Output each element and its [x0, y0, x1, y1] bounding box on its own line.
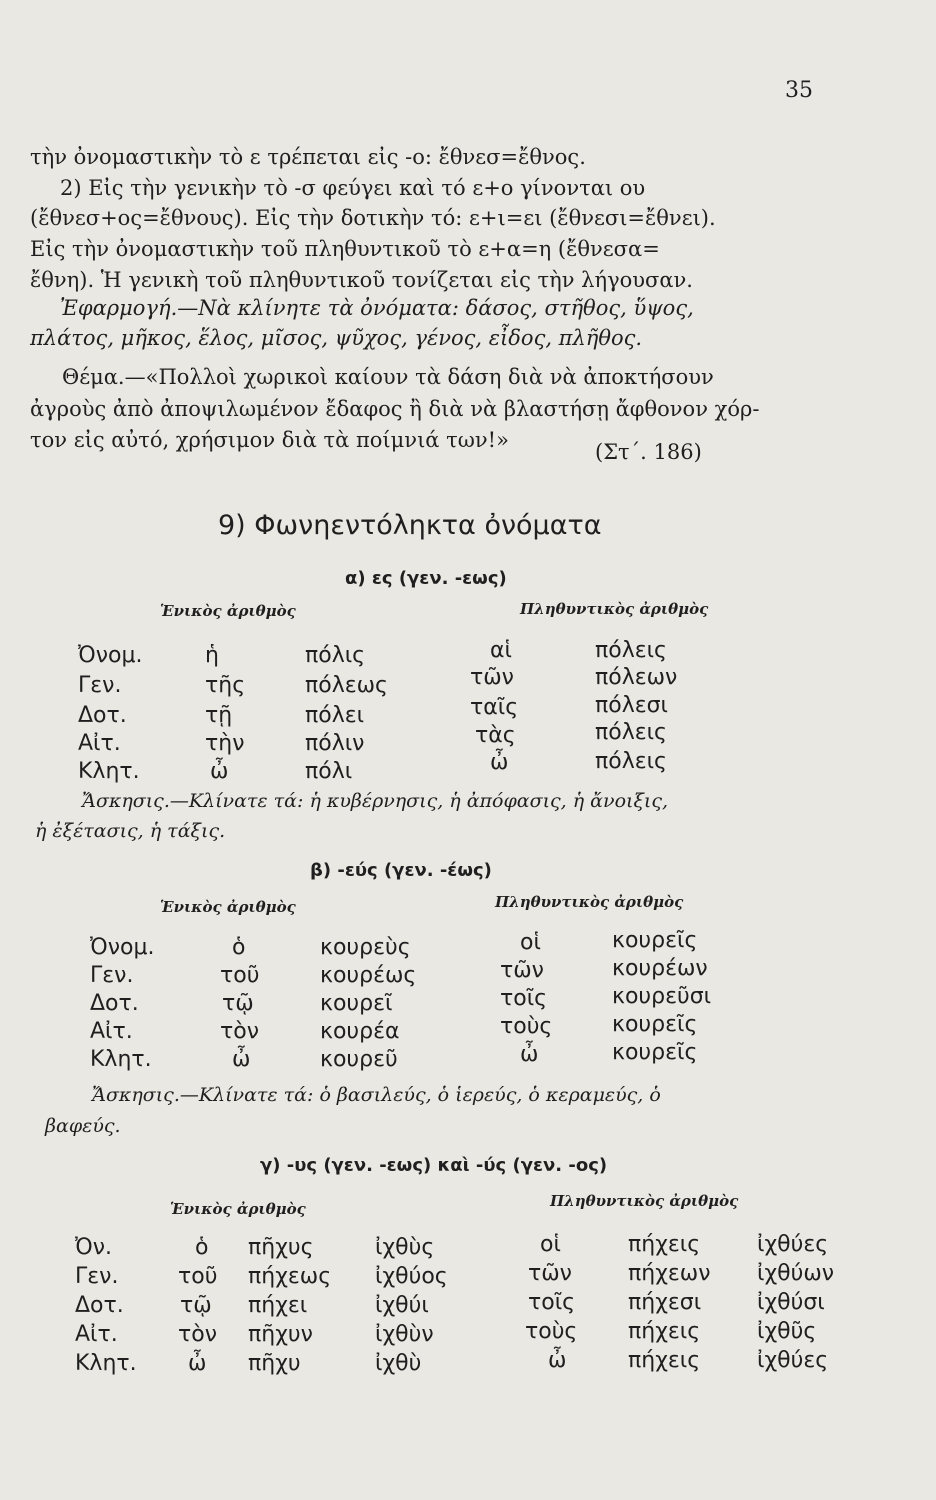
noun-form: πόλεις — [595, 749, 667, 774]
noun-form: κουρεῖς — [612, 1012, 698, 1037]
article: τὰς — [475, 723, 516, 748]
case-label: Ὀνομ. — [78, 643, 143, 668]
application-line: Ἐφαρμογή.—Νὰ κλίνητε τὰ ὀνόματα: δάσος, στῆθος, ὕψος, — [60, 296, 694, 320]
noun-form: κουρεῖς — [612, 1040, 698, 1065]
article: ὦ — [490, 750, 509, 775]
noun-form: κουρέα — [320, 1019, 400, 1044]
article: τῷ — [180, 1293, 212, 1318]
exercise-line: Ἄσκησις.—Κλίνατε τά: ἡ κυβέρνησις, ἡ ἀπόφασις, ἡ ἄνοιξις, — [82, 790, 669, 812]
noun-form: ἰχθὺν — [375, 1322, 434, 1347]
noun-form: κουρεῖ — [320, 991, 393, 1016]
noun-form: ἰχθὺ — [375, 1351, 422, 1376]
case-label: Αἰτ. — [75, 1322, 118, 1347]
noun-form: πῆχυς — [248, 1235, 314, 1260]
singular-header: Ἑνικὸς ἀριθμὸς — [160, 602, 296, 620]
article: τοὺς — [525, 1319, 578, 1344]
noun-form: πήχεις — [628, 1319, 701, 1344]
noun-form: πῆχυν — [248, 1322, 313, 1347]
article: τῇ — [205, 703, 233, 728]
exercise-line: βαφεύς. — [45, 1115, 121, 1137]
plural-header: Πληθυντικὸς ἀριθμὸς — [550, 1192, 739, 1210]
exercise-line: ἡ ἐξέτασις, ἡ τάξις. — [35, 820, 226, 842]
text-line: 2) Εἰς τὴν γενικὴν τὸ -σ φεύγει καὶ τό ε+ο γίνονται ου — [60, 176, 646, 200]
case-label: Δοτ. — [75, 1293, 124, 1318]
theme-line: τον εἰς αὐτό, χρήσιμον διὰ τὰ ποίμνιά των!» — [30, 428, 509, 452]
noun-form: κουρέων — [612, 956, 708, 981]
article: οἱ — [540, 1232, 561, 1257]
case-label: Κλητ. — [78, 759, 140, 784]
noun-form: πόλει — [305, 703, 365, 728]
article: τοῖς — [528, 1290, 576, 1315]
section-title: 9) Φωνηεντόληκτα ὀνόματα — [218, 510, 602, 541]
article: ταῖς — [470, 695, 519, 720]
page-number: 35 — [785, 78, 813, 103]
noun-form: πήχεων — [628, 1261, 711, 1286]
article: ὁ — [195, 1235, 209, 1260]
article: τῶν — [528, 1261, 572, 1286]
case-label: Ὀνομ. — [90, 935, 155, 960]
noun-form: ἰχθύων — [757, 1261, 835, 1286]
article: τὸν — [178, 1322, 217, 1347]
article: ἡ — [205, 643, 219, 668]
case-label: Αἰτ. — [78, 731, 121, 756]
noun-form: πόλι — [305, 759, 353, 784]
theme-source: (Στ΄. 186) — [595, 440, 702, 464]
case-label: Δοτ. — [90, 991, 139, 1016]
singular-header: Ἑνικὸς ἀριθμὸς — [170, 1200, 306, 1218]
singular-header: Ἑνικὸς ἀριθμὸς — [160, 898, 296, 916]
case-label: Αἰτ. — [90, 1019, 133, 1044]
case-label: Γεν. — [90, 963, 134, 988]
noun-form: πήχεσι — [628, 1290, 702, 1315]
article: τῶν — [500, 958, 544, 983]
article: τοῖς — [500, 986, 548, 1011]
article: ὦ — [548, 1348, 567, 1373]
article: ὦ — [188, 1351, 207, 1376]
noun-form: πόλεως — [305, 673, 388, 698]
case-label: Δοτ. — [78, 703, 127, 728]
noun-form: ἰχθύσι — [757, 1290, 825, 1315]
noun-form: πόλεις — [595, 720, 667, 745]
noun-form: κουρεὺς — [320, 935, 411, 960]
case-label: Ὀν. — [75, 1235, 112, 1260]
noun-form: πόλεις — [595, 638, 667, 663]
article: τῆς — [205, 673, 246, 698]
noun-form: ἰχθῦς — [757, 1319, 817, 1344]
noun-form: πήχεις — [628, 1232, 701, 1257]
case-label: Γεν. — [75, 1264, 119, 1289]
noun-form: ἰχθύι — [375, 1293, 429, 1318]
article: ὦ — [210, 759, 229, 784]
noun-form: πόλεσι — [595, 693, 669, 718]
subsection-title: α) ες (γεν. -εως) — [345, 568, 507, 589]
exercise-line: Ἄσκησις.—Κλίνατε τά: ὁ βασιλεύς, ὁ ἱερεύς, ὁ κεραμεύς, ὁ — [92, 1084, 661, 1106]
noun-form: πήχεις — [628, 1348, 701, 1373]
noun-form: κουρέως — [320, 963, 417, 988]
application-line: πλάτος, μῆκος, ἕλος, μῖσος, ψῦχος, γένος, εἶδος, πλῆθος. — [30, 326, 643, 350]
theme-line: Θέμα.—«Πολλοὶ χωρικοὶ καίουν τὰ δάση διὰ νὰ ἀποκτήσουν — [62, 365, 714, 389]
article: τῶν — [470, 665, 514, 690]
plural-header: Πληθυντικὸς ἀριθμὸς — [495, 893, 684, 911]
plural-header: Πληθυντικὸς ἀριθμὸς — [520, 600, 709, 618]
article: ὁ — [232, 935, 246, 960]
case-label: Κλητ. — [90, 1047, 152, 1072]
text-line: Εἰς τὴν ὀνομαστικὴν τοῦ πληθυντικοῦ τὸ ε+α=η (ἔθνεσα= — [30, 237, 660, 261]
noun-form: κουρεῦ — [320, 1047, 398, 1072]
article: τοῦ — [178, 1264, 218, 1289]
case-label: Γεν. — [78, 673, 122, 698]
article: τὴν — [205, 731, 245, 756]
noun-form: πόλιν — [305, 731, 365, 756]
subsection-title: β) -εύς (γεν. -έως) — [310, 860, 492, 881]
noun-form: ἰχθύος — [375, 1264, 448, 1289]
article: τοὺς — [500, 1014, 553, 1039]
article: ὦ — [520, 1042, 539, 1067]
noun-form: κουρεῦσι — [612, 984, 712, 1009]
noun-form: ἰχθὺς — [375, 1235, 435, 1260]
noun-form: πήχεως — [248, 1264, 332, 1289]
article: αἱ — [490, 638, 512, 663]
noun-form: πῆχυ — [248, 1351, 301, 1376]
noun-form: ἰχθύες — [757, 1232, 829, 1257]
noun-form: πόλις — [305, 643, 366, 668]
article: οἱ — [520, 930, 541, 955]
article: τοῦ — [220, 963, 260, 988]
subsection-title: γ) -υς (γεν. -εως) καὶ -ύς (γεν. -ος) — [260, 1155, 608, 1176]
article: τὸν — [220, 1019, 259, 1044]
case-label: Κλητ. — [75, 1351, 137, 1376]
text-line: (ἔθνεσ+ος=ἔθνους). Εἰς τὴν δοτικὴν τό: ε+ι=ει (ἔθνεσι=ἔθνει). — [30, 206, 716, 230]
text-line: ἔθνη). Ἡ γενικὴ τοῦ πληθυντικοῦ τονίζεται εἰς τὴν λήγουσαν. — [30, 268, 693, 292]
noun-form: ἰχθύες — [757, 1348, 829, 1373]
article: τῷ — [222, 991, 254, 1016]
noun-form: πόλεων — [595, 665, 678, 690]
noun-form: πήχει — [248, 1293, 308, 1318]
theme-line: ἀγροὺς ἀπὸ ἀποψιλωμένον ἔδαφος ἢ διὰ νὰ βλαστήσῃ ἄφθονον χόρ- — [30, 397, 760, 421]
text-line: τὴν ὀνομαστικὴν τὸ ε τρέπεται εἰς -ο: ἔθνεσ=ἔθνος. — [30, 145, 586, 169]
article: ὦ — [232, 1047, 251, 1072]
noun-form: κουρεῖς — [612, 928, 698, 953]
